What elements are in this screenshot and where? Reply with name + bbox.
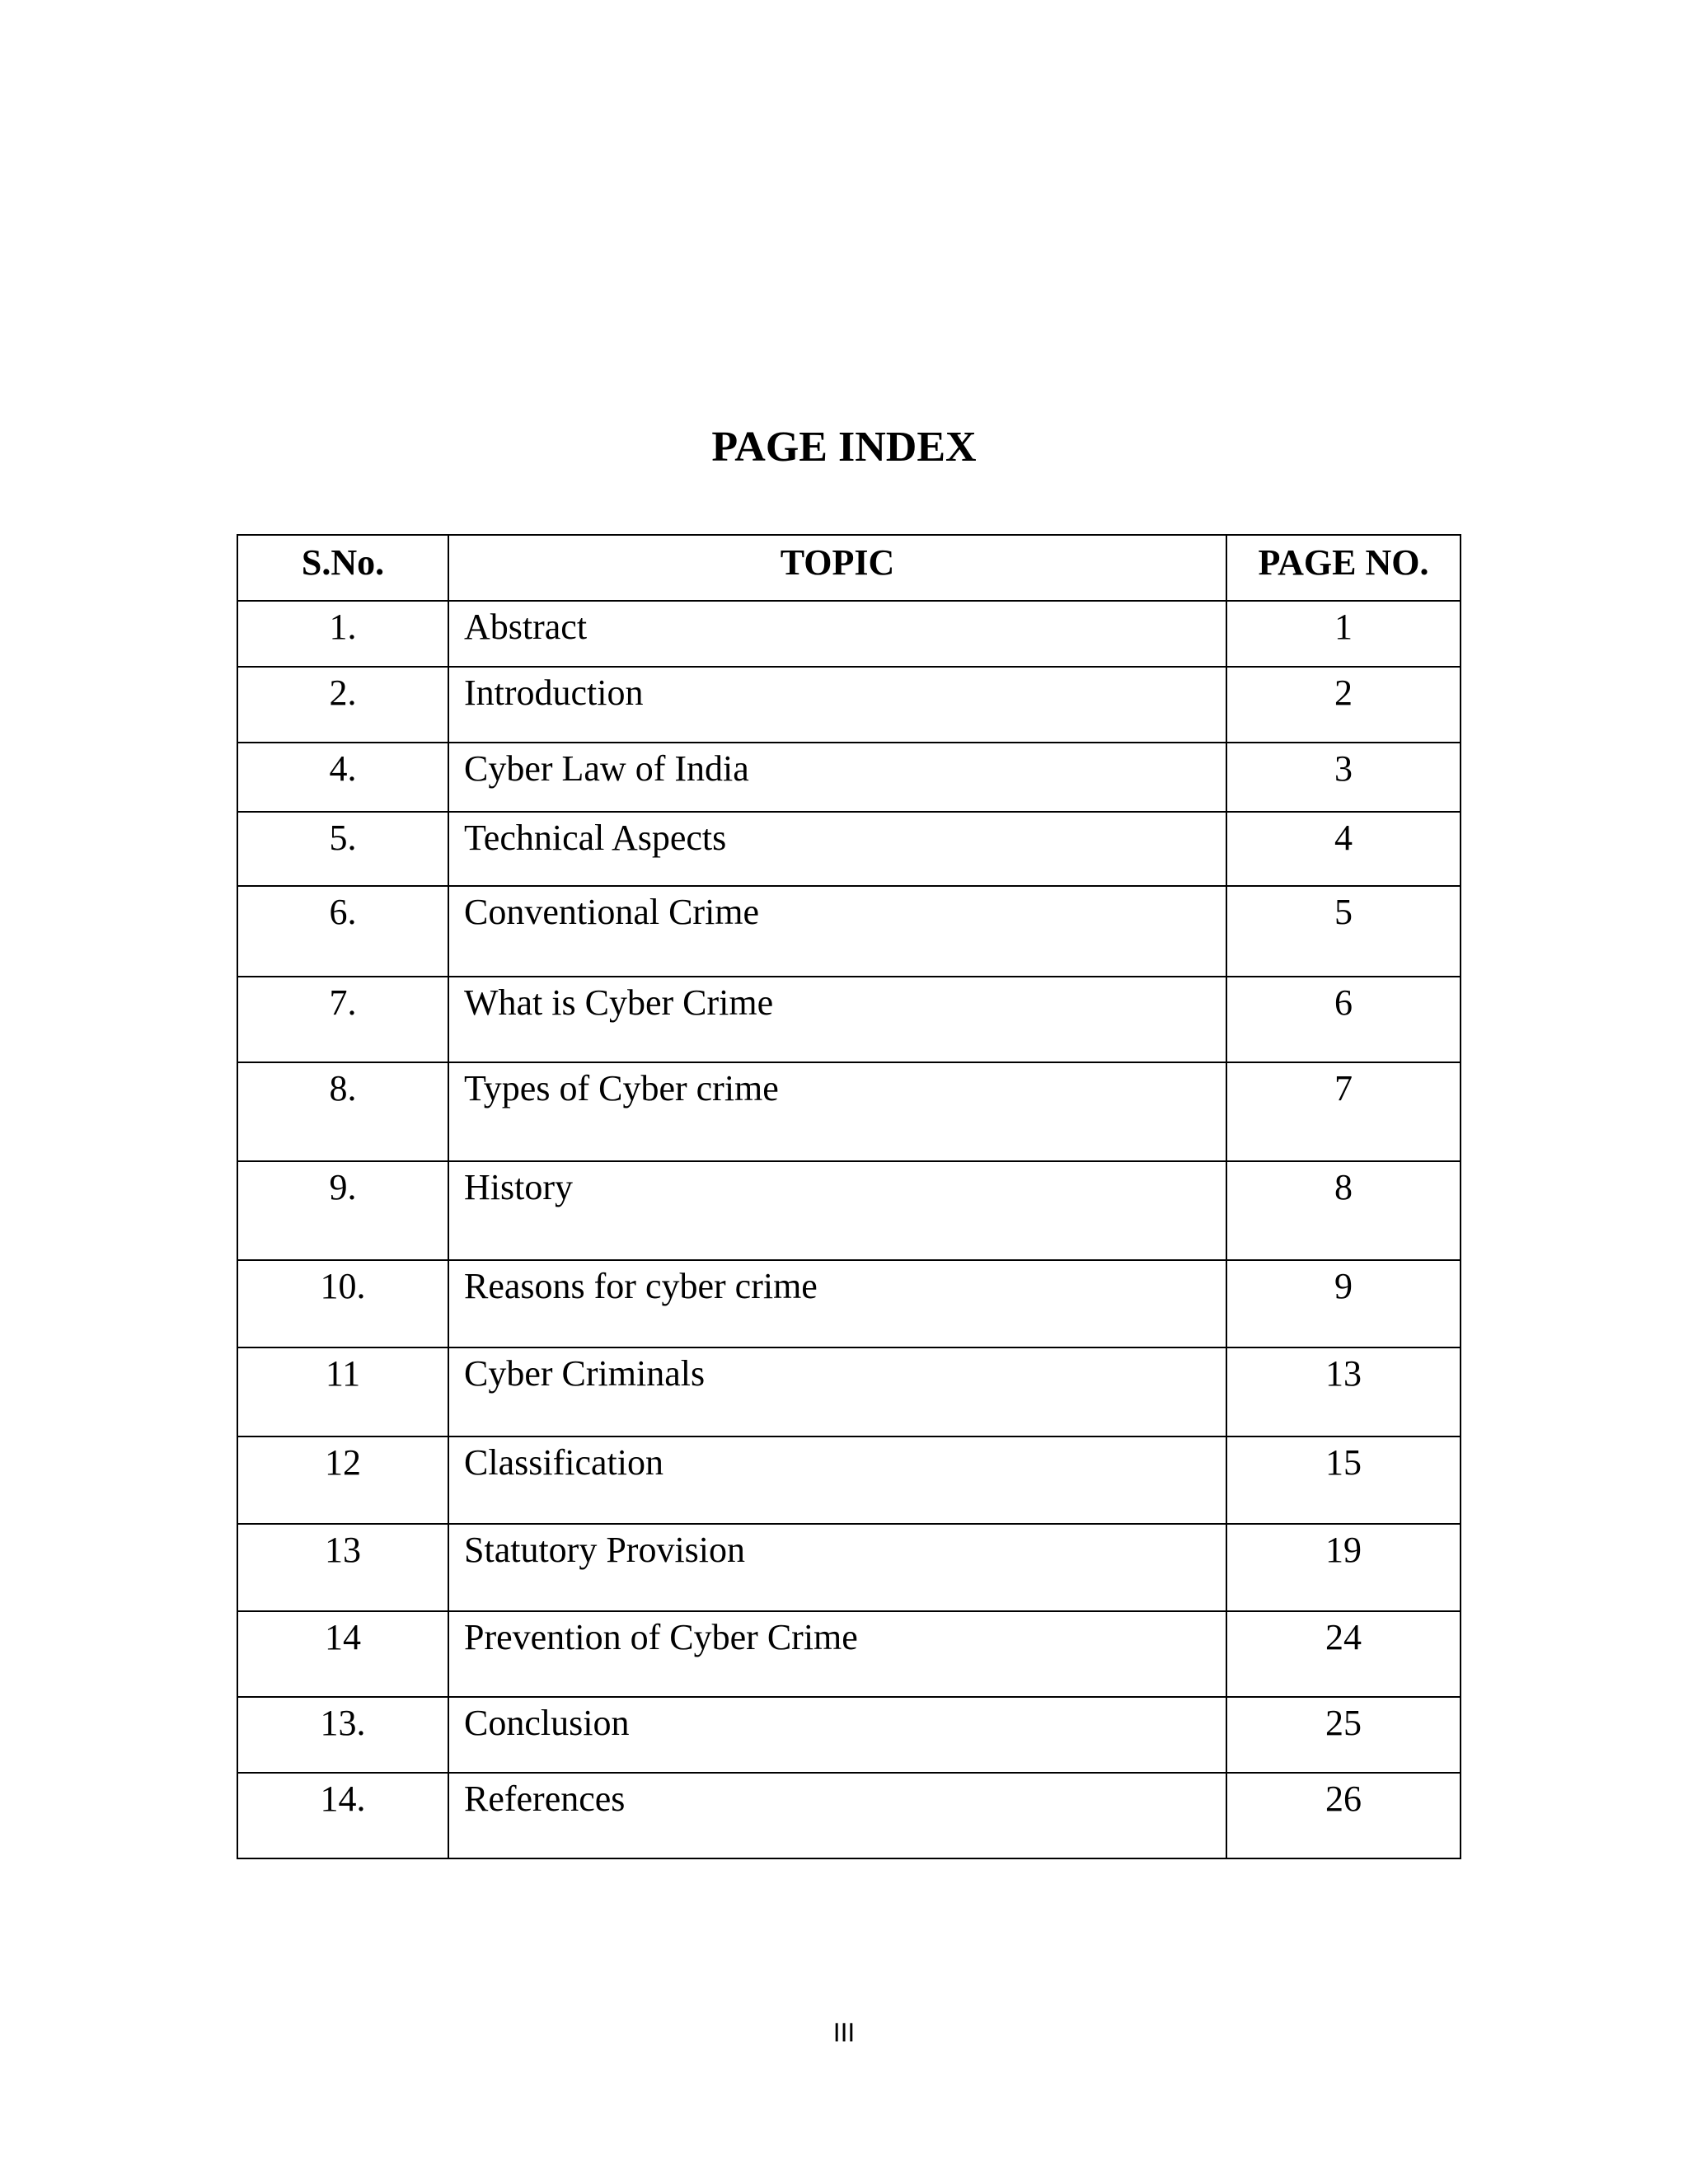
row-sno: 5.: [237, 812, 448, 886]
table-row: [237, 1347, 1461, 1436]
row-page-no: 19: [1226, 1524, 1461, 1611]
table-row: [237, 886, 1461, 977]
row-topic: Prevention of Cyber Crime: [448, 1611, 1226, 1697]
row-page-no: 1: [1226, 601, 1461, 667]
row-topic: Conclusion: [448, 1697, 1226, 1773]
row-sno: 8.: [237, 1062, 448, 1161]
row-sno: 10.: [237, 1260, 448, 1347]
row-page-no: 4: [1226, 812, 1461, 886]
row-page-no: 9: [1226, 1260, 1461, 1347]
row-topic: Reasons for cyber crime: [448, 1260, 1226, 1347]
table-row: [237, 1697, 1461, 1773]
row-topic: Cyber Criminals: [448, 1347, 1226, 1436]
table-row: [237, 1436, 1461, 1524]
row-topic: References: [448, 1773, 1226, 1858]
row-sno: 12: [237, 1436, 448, 1524]
table-row: [237, 667, 1461, 743]
row-topic: Cyber Law of India: [448, 743, 1226, 812]
table-row: [237, 1773, 1461, 1858]
row-sno: 14.: [237, 1773, 448, 1858]
page-number-footer: III: [832, 2019, 856, 2048]
row-page-no: 7: [1226, 1062, 1461, 1161]
row-page-no: 25: [1226, 1697, 1461, 1773]
row-page-no: 3: [1226, 743, 1461, 812]
row-page-no: 13: [1226, 1347, 1461, 1436]
row-page-no: 15: [1226, 1436, 1461, 1524]
row-page-no: 26: [1226, 1773, 1461, 1858]
table-row: [237, 1062, 1461, 1161]
row-sno: 4.: [237, 743, 448, 812]
row-sno: 1.: [237, 601, 448, 667]
table-row: [237, 743, 1461, 812]
header-page-no: PAGE NO.: [1226, 535, 1461, 601]
row-topic: Classification: [448, 1436, 1226, 1524]
page-title: PAGE INDEX: [711, 424, 977, 471]
row-topic: What is Cyber Crime: [448, 977, 1226, 1062]
table-row: [237, 1524, 1461, 1611]
header-topic: TOPIC: [448, 535, 1226, 601]
row-page-no: 6: [1226, 977, 1461, 1062]
table-header-row: [237, 535, 1461, 601]
row-sno: 6.: [237, 886, 448, 977]
row-page-no: 8: [1226, 1161, 1461, 1260]
row-sno: 11: [237, 1347, 448, 1436]
row-sno: 13.: [237, 1697, 448, 1773]
row-topic: Abstract: [448, 601, 1226, 667]
row-topic: Statutory Provision: [448, 1524, 1226, 1611]
row-page-no: 2: [1226, 667, 1461, 743]
row-topic: History: [448, 1161, 1226, 1260]
row-topic: Introduction: [448, 667, 1226, 743]
row-sno: 7.: [237, 977, 448, 1062]
header-sno: S.No.: [237, 535, 448, 601]
row-topic: Conventional Crime: [448, 886, 1226, 977]
row-sno: 13: [237, 1524, 448, 1611]
row-page-no: 24: [1226, 1611, 1461, 1697]
row-topic: Technical Aspects: [448, 812, 1226, 886]
table-row: [237, 1260, 1461, 1347]
row-topic: Types of Cyber crime: [448, 1062, 1226, 1161]
table-row: [237, 601, 1461, 667]
row-sno: 14: [237, 1611, 448, 1697]
table-row: [237, 1611, 1461, 1697]
table-row: [237, 1161, 1461, 1260]
row-sno: 2.: [237, 667, 448, 743]
table-row: [237, 812, 1461, 886]
row-page-no: 5: [1226, 886, 1461, 977]
page-index-table: [237, 534, 1461, 1859]
row-sno: 9.: [237, 1161, 448, 1260]
table-row: [237, 977, 1461, 1062]
